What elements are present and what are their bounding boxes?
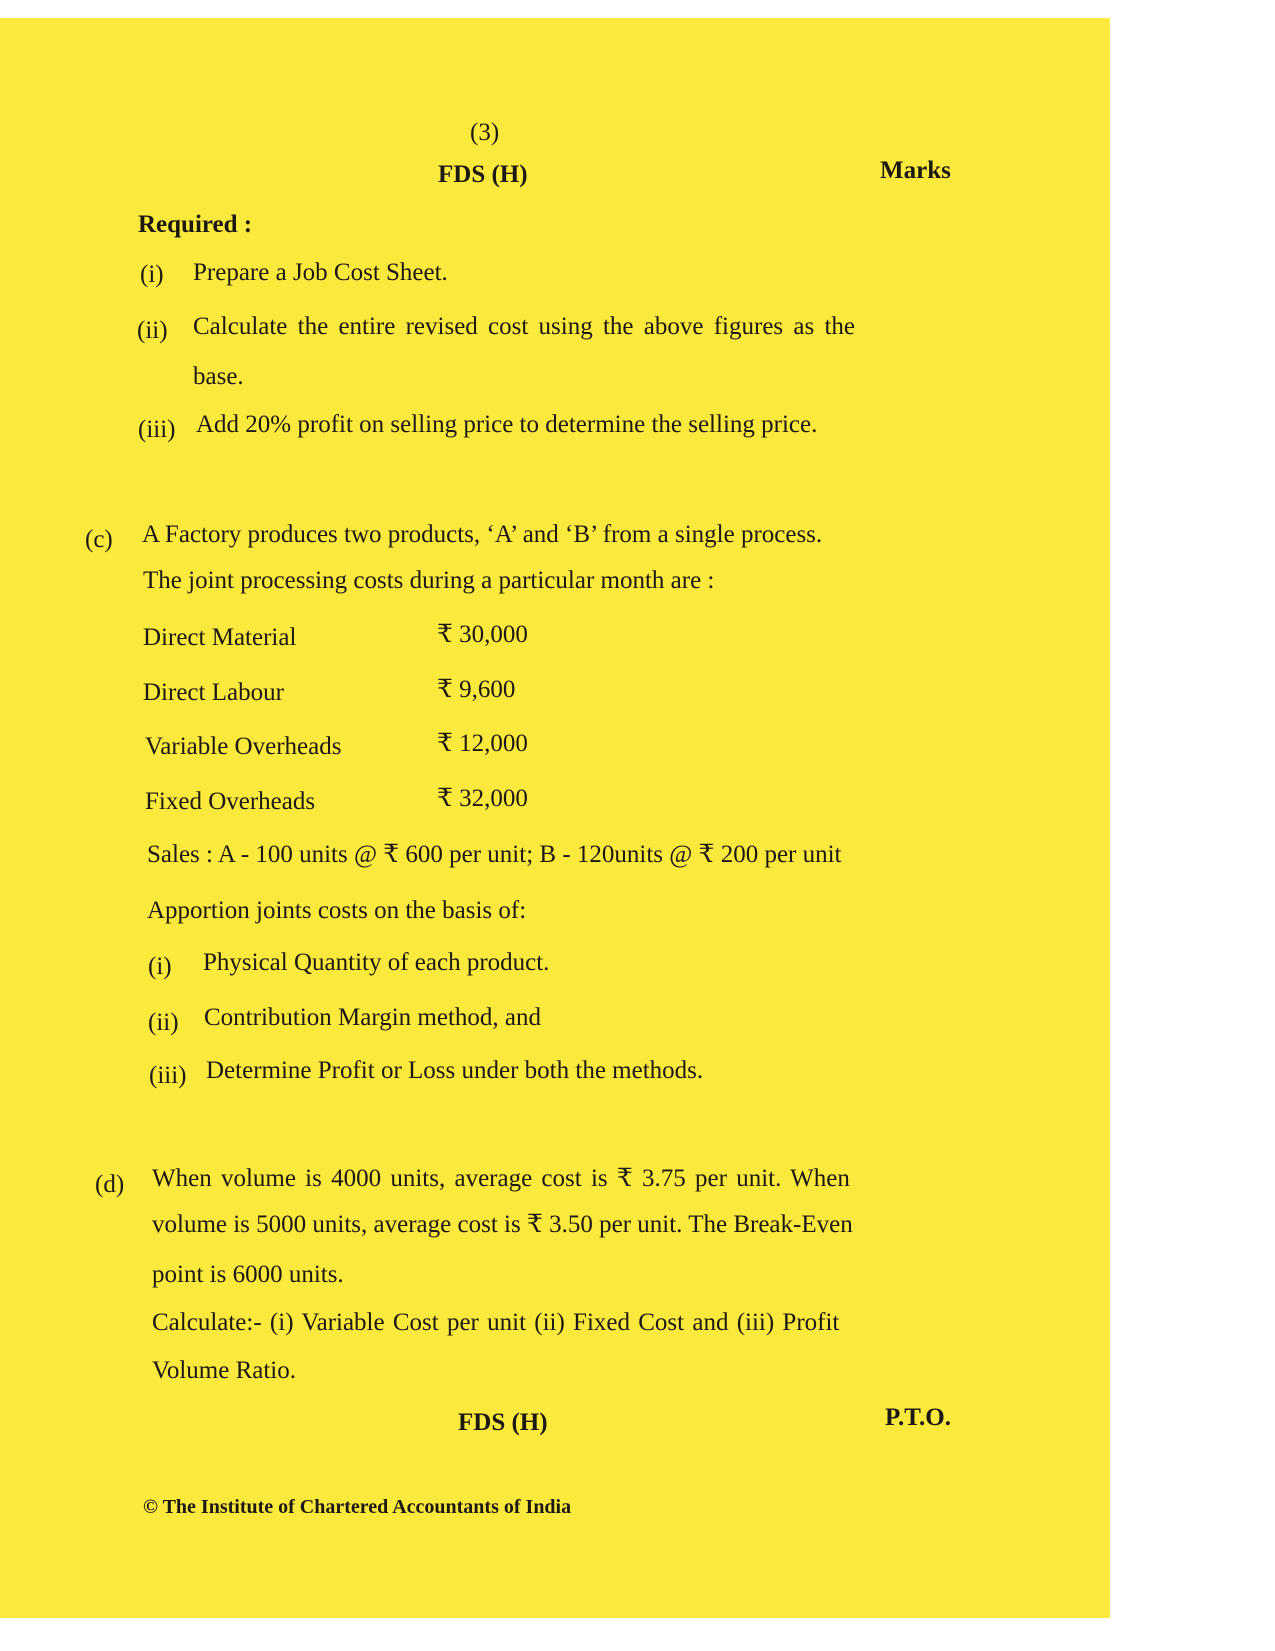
part-c-item-num: (i) xyxy=(148,953,172,980)
part-c-label: (c) xyxy=(85,526,113,553)
required-item-text-cont: base. xyxy=(193,363,244,390)
sales-line: Sales : A - 100 units @ ₹ 600 per unit; B - 120units @ ₹ 200 per unit xyxy=(147,841,842,868)
part-c-item-text: Contribution Margin method, and xyxy=(204,1004,542,1031)
required-item-num: (iii) xyxy=(138,416,176,443)
part-d-text: volume is 5000 units, average cost is ₹ 3.50 per unit. The Break-Even xyxy=(152,1211,853,1238)
cost-name: Fixed Overheads xyxy=(145,788,316,815)
cost-amount: ₹ 30,000 xyxy=(437,621,528,648)
required-item-num: (ii) xyxy=(137,317,168,344)
part-c-item-num: (ii) xyxy=(148,1009,179,1036)
cost-name: Direct Material xyxy=(143,624,297,651)
part-c-item-text: Determine Profit or Loss under both the methods. xyxy=(206,1057,704,1084)
required-item-text: Calculate the entire revised cost using the above figures as the xyxy=(193,313,856,340)
required-heading: Required : xyxy=(138,211,253,238)
part-c-item-text: Physical Quantity of each product. xyxy=(203,949,550,976)
required-item-text: Add 20% profit on selling price to determine the selling price. xyxy=(196,411,818,438)
cost-amount: ₹ 12,000 xyxy=(437,730,528,757)
pto-label: P.T.O. xyxy=(885,1404,951,1431)
paper-code-footer: FDS (H) xyxy=(458,1409,548,1436)
cost-name: Direct Labour xyxy=(143,679,284,706)
part-c-intro-cont: The joint processing costs during a particular month are : xyxy=(143,567,715,594)
cost-name: Variable Overheads xyxy=(145,733,342,760)
cost-amount: ₹ 9,600 xyxy=(437,676,516,703)
marks-label: Marks xyxy=(880,157,951,184)
copyright-notice: © The Institute of Chartered Accountants of India xyxy=(143,1496,572,1518)
required-item-text: Prepare a Job Cost Sheet. xyxy=(193,259,448,286)
apportion-line: Apportion joints costs on the basis of: xyxy=(147,897,527,924)
cost-amount: ₹ 32,000 xyxy=(437,785,528,812)
part-d-text: When volume is 4000 units, average cost is ₹ 3.75 per unit. When xyxy=(152,1165,850,1192)
part-d-label: (d) xyxy=(95,1171,125,1198)
part-c-intro: A Factory produces two products, ‘A’ and ‘B’ from a single process. xyxy=(142,521,823,548)
part-d-text: point is 6000 units. xyxy=(152,1261,344,1288)
required-item-num: (i) xyxy=(140,261,164,288)
part-d-calculate-cont: Volume Ratio. xyxy=(152,1357,296,1384)
part-d-calculate: Calculate:- (i) Variable Cost per unit (ii) Fixed Cost and (iii) Profit xyxy=(152,1309,840,1336)
part-c-item-num: (iii) xyxy=(149,1062,187,1089)
page-number: (3) xyxy=(470,119,500,146)
paper-code-header: FDS (H) xyxy=(438,161,528,188)
